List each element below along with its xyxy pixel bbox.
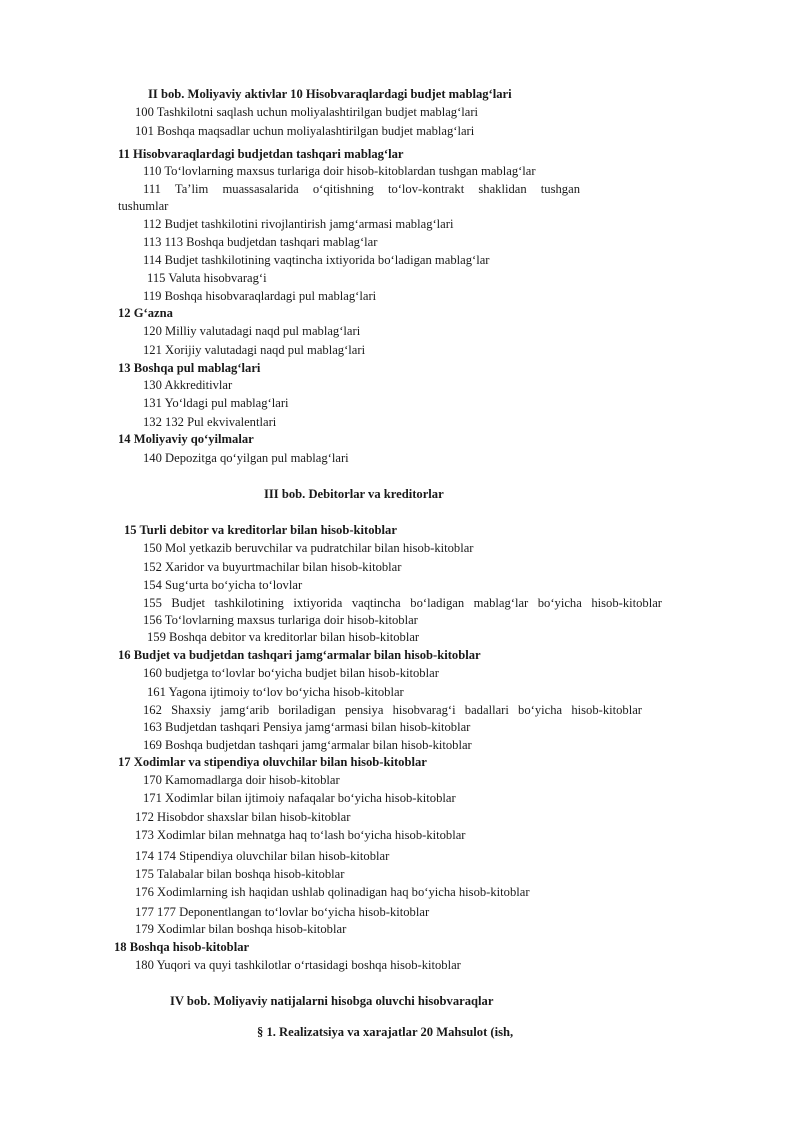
account-line: 162 Shaxsiy jamg‘arib boriladigan pensiya hisobvarag‘i badallari bo‘yicha hisob-kitoblar <box>143 703 642 717</box>
account-line: 163 Budjetdan tashqari Pensiya jamg‘armasi bilan hisob-kitoblar <box>143 720 471 734</box>
account-line: 152 Xaridor va buyurtmachilar bilan hisob-kitoblar <box>143 560 402 574</box>
account-line: 110 To‘lovlarning maxsus turlariga doir hisob-kitoblardan tushgan mablag‘lar <box>143 164 536 178</box>
account-group-heading: 17 Xodimlar va stipendiya oluvchilar bilan hisob-kitoblar <box>118 755 427 769</box>
account-line: 175 Talabalar bilan boshqa hisob-kitoblar <box>135 867 345 881</box>
account-line: 119 Boshqa hisobvaraqlardagi pul mablag‘lari <box>143 289 377 303</box>
account-group-heading: 12 G‘azna <box>118 306 173 320</box>
account-line: 174 174 Stipendiya oluvchilar bilan hisob-kitoblar <box>135 849 390 863</box>
account-line: 101 Boshqa maqsadlar uchun moliyalashtirilgan budjet mablag‘lari <box>135 124 475 138</box>
account-group-heading: 11 Hisobvaraqlardagi budjetdan tashqari mablag‘lar <box>118 147 404 161</box>
account-line: 121 Xorijiy valutadagi naqd pul mablag‘lari <box>143 343 366 357</box>
account-line: 160 budjetga to‘lovlar bo‘yicha budjet bilan hisob-kitoblar <box>143 666 439 680</box>
account-line: 171 Xodimlar bilan ijtimoiy nafaqalar bo‘yicha hisob-kitoblar <box>143 791 456 805</box>
account-line: 132 132 Pul ekvivalentlari <box>143 415 277 429</box>
section-heading: § 1. Realizatsiya va xarajatlar 20 Mahsulot (ish, <box>257 1025 514 1039</box>
account-line-continuation: tushumlar <box>118 199 169 213</box>
account-line: 179 Xodimlar bilan boshqa hisob-kitoblar <box>135 922 347 936</box>
account-line: 169 Boshqa budjetdan tashqari jamg‘armalar bilan hisob-kitoblar <box>143 738 472 752</box>
chapter-3-heading: III bob. Debitorlar va kreditorlar <box>264 487 444 501</box>
account-line: 176 Xodimlarning ish haqidan ushlab qolinadigan haq bo‘yicha hisob-kitoblar <box>135 885 530 899</box>
account-line: 115 Valuta hisobvarag‘i <box>147 271 267 285</box>
account-line: 170 Kamomadlarga doir hisob-kitoblar <box>143 773 340 787</box>
account-line: 100 Tashkilotni saqlash uchun moliyalashtirilgan budjet mablag‘lari <box>135 105 479 119</box>
account-line: 177 177 Deponentlangan to‘lovlar bo‘yicha hisob-kitoblar <box>135 905 430 919</box>
account-line: 154 Sug‘urta bo‘yicha to‘lovlar <box>143 578 303 592</box>
account-line: 112 Budjet tashkilotini rivojlantirish jamg‘armasi mablag‘lari <box>143 217 454 231</box>
account-line: 159 Boshqa debitor va kreditorlar bilan hisob-kitoblar <box>147 630 420 644</box>
account-group-heading: 14 Moliyaviy qo‘yilmalar <box>118 432 254 446</box>
account-line: 155 Budjet tashkilotining ixtiyorida vaqtincha bo‘ladigan mablag‘lar bo‘yicha hisob-kitoblar <box>143 596 662 610</box>
account-line: 140 Depozitga qo‘yilgan pul mablag‘lari <box>143 451 349 465</box>
account-line: 161 Yagona ijtimoiy to‘lov bo‘yicha hisob-kitoblar <box>147 685 404 699</box>
account-group-heading: 15 Turli debitor va kreditorlar bilan hisob-kitoblar <box>124 523 397 537</box>
account-line: 172 Hisobdor shaxslar bilan hisob-kitoblar <box>135 810 351 824</box>
account-line: 180 Yuqori va quyi tashkilotlar o‘rtasidagi boshqa hisob-kitoblar <box>135 958 461 972</box>
account-line: 114 Budjet tashkilotining vaqtincha ixtiyorida bo‘ladigan mablag‘lar <box>143 253 490 267</box>
account-line: 150 Mol yetkazib beruvchilar va pudratchilar bilan hisob-kitoblar <box>143 541 474 555</box>
chapter-2-heading: II bob. Moliyaviy aktivlar 10 Hisobvaraqlardagi budjet mablag‘lari <box>148 87 512 101</box>
account-line: 131 Yo‘ldagi pul mablag‘lari <box>143 396 289 410</box>
account-line: 113 113 Boshqa budjetdan tashqari mablag‘lar <box>143 235 378 249</box>
account-line: 111 Ta’lim muassasalarida o‘qitishning to‘lov-kontrakt shaklidan tushgan <box>143 182 580 196</box>
account-line: 156 To‘lovlarning maxsus turlariga doir hisob-kitoblar <box>143 613 418 627</box>
account-line: 130 Akkreditivlar <box>143 378 233 392</box>
account-line: 120 Milliy valutadagi naqd pul mablag‘lari <box>143 324 361 338</box>
account-group-heading: 13 Boshqa pul mablag‘lari <box>118 361 261 375</box>
account-group-heading: 16 Budjet va budjetdan tashqari jamg‘armalar bilan hisob-kitoblar <box>118 648 481 662</box>
chapter-4-heading: IV bob. Moliyaviy natijalarni hisobga oluvchi hisobvaraqlar <box>170 994 494 1008</box>
account-line: 173 Xodimlar bilan mehnatga haq to‘lash bo‘yicha hisob-kitoblar <box>135 828 466 842</box>
account-group-heading: 18 Boshqa hisob-kitoblar <box>114 940 250 954</box>
